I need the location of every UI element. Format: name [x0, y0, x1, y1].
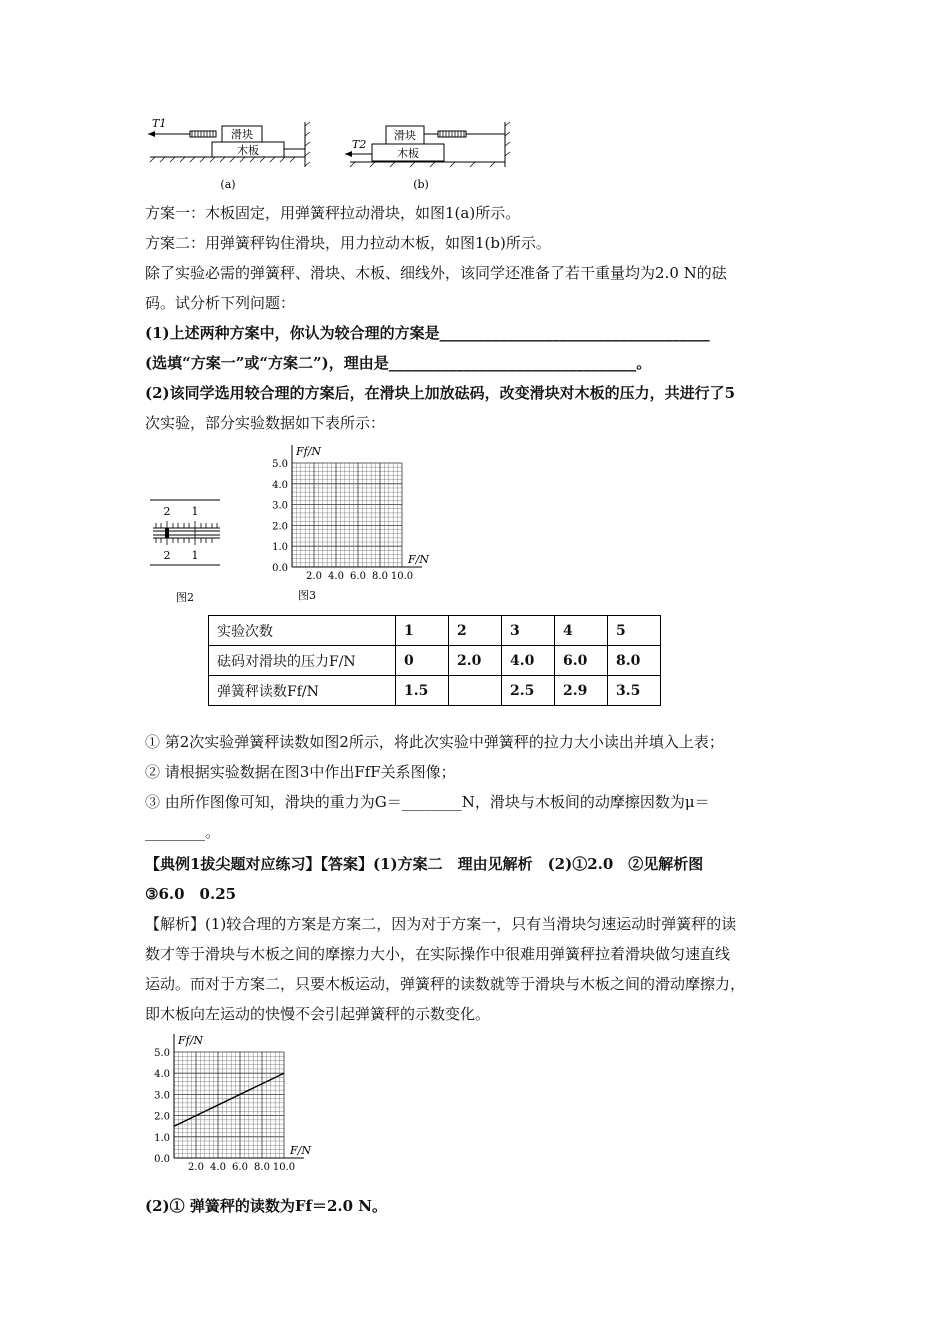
table-cell: 4 — [555, 616, 608, 646]
table-cell: 8.0 — [608, 646, 661, 676]
figure-1b — [345, 122, 510, 191]
y-tick-label: 0.0 — [272, 563, 288, 574]
y-tick-label: 1.0 — [272, 542, 288, 554]
explanation-line-2: 数才等于滑块与木板之间的摩擦力大小，在实际操作中很难用弹簧秤拉着滑块做匀速直线 — [145, 945, 731, 963]
x-tick-label: 10.0 — [272, 1162, 296, 1173]
x-tick-label: 6.0 — [350, 571, 366, 582]
x-tick-label: 8.0 — [372, 571, 388, 582]
board-label-b: 木板 — [397, 147, 419, 160]
y-tick-label: 1.0 — [154, 1132, 170, 1144]
fig2-bottom-1: 1 — [191, 549, 199, 562]
slider-label-b: 滑块 — [394, 129, 416, 142]
figure-2 — [145, 495, 225, 605]
question-1-line-2: (选填“方案一”或“方案二”)，理由是_________________________________。 — [145, 354, 652, 372]
y-tick-label: 4.0 — [272, 479, 288, 491]
plan-1: 方案一：木板固定，用弹簧秤拉动滑块，如图1(a)所示。 — [145, 204, 521, 222]
board-label-a: 木板 — [237, 144, 259, 157]
answer-line-1: 【典例1拔尖题对应练习】【答案】(1)方案二 理由见解析 (2)①2.0 ②见解析图 — [145, 855, 704, 873]
table-row — [209, 646, 661, 676]
x-tick-label: 2.0 — [306, 571, 322, 582]
table-cell: 2.5 — [502, 676, 555, 706]
plan-2: 方案二：用弹簧秤钩住滑块，用力拉动木板，如图1(b)所示。 — [145, 234, 551, 252]
sub-question-3-line-1: ③ 由所作图像可知，滑块的重力为G＝________N，滑块与木板间的动摩擦因数为μ＝ — [145, 793, 710, 811]
table-cell: 1 — [396, 616, 449, 646]
fig2-top-2: 2 — [163, 505, 171, 518]
x-tick-label: 10.0 — [390, 571, 414, 582]
figure-1 — [140, 112, 520, 194]
table-cell: 3.5 — [608, 676, 661, 706]
sub-question-3-line-2: ________。 — [145, 823, 221, 841]
table-header-cell: 弹簧秤读数Ff/N — [209, 676, 396, 706]
explanation-line-1: 【解析】(1)较合理的方案是方案二，因为对于方案一，只有当滑块匀速运动时弹簧秤的读 — [145, 915, 737, 933]
figure-1a — [148, 117, 310, 191]
intro-line-1: 除了实验必需的弹簧秤、滑块、木板、细线外，该同学还准备了若干重量均为2.0 N的砝 — [145, 264, 727, 282]
slider-label-a: 滑块 — [231, 128, 253, 141]
y-tick-label: 0.0 — [154, 1154, 170, 1165]
x-axis-label: F/N — [408, 553, 429, 566]
table-cell: 0 — [396, 646, 449, 676]
table-row — [209, 616, 661, 646]
question-2-line-2: 次实验，部分实验数据如下表所示： — [145, 414, 386, 432]
intro-line-2: 码。试分析下列问题： — [145, 294, 296, 312]
answer-graph — [140, 1030, 330, 1178]
fig3-caption: 图3 — [298, 589, 316, 602]
x-tick-label: 4.0 — [210, 1162, 226, 1173]
final-answer: (2)① 弹簧秤的读数为Ff＝2.0 N。 — [145, 1197, 387, 1215]
question-1-line-1: (1)上述两种方案中，你认为较合理的方案是____________________________________ — [145, 324, 710, 342]
x-tick-label: 2.0 — [188, 1162, 204, 1173]
y-tick-label: 5.0 — [154, 1048, 170, 1059]
x-axis-label: F/N — [290, 1144, 311, 1157]
table-cell: 2.0 — [449, 646, 502, 676]
y-tick-label: 5.0 — [272, 459, 288, 470]
table-cell: 1.5 — [396, 676, 449, 706]
answer-line-2: ③6.0 0.25 — [145, 885, 237, 903]
sub-question-1: ① 第2次实验弹簧秤读数如图2所示，将此次实验中弹簧秤的拉力大小读出并填入上表； — [145, 733, 724, 751]
sub-question-2: ② 请根据实验数据在图3中作出FfF关系图像； — [145, 763, 456, 781]
t2-label: T2 — [352, 138, 367, 151]
table-row — [209, 676, 661, 706]
figure-3-graph — [262, 440, 432, 608]
y-tick-label: 4.0 — [154, 1069, 170, 1081]
y-axis-label: Ff/N — [296, 445, 322, 458]
data-table — [208, 615, 661, 706]
table-cell: 2 — [449, 616, 502, 646]
series-line — [174, 1073, 284, 1126]
explanation-line-4: 即木板向左运动的快慢不会引起弹簧秤的示数变化。 — [145, 1005, 491, 1023]
question-2-line-1: (2)该同学选用较合理的方案后，在滑块上加放砝码，改变滑块对木板的压力，共进行了5 — [145, 384, 736, 402]
y-tick-label: 2.0 — [272, 521, 288, 533]
caption-b: (b) — [413, 178, 429, 191]
x-tick-label: 4.0 — [328, 571, 344, 582]
fig2-bottom-2: 2 — [163, 549, 171, 562]
fig2-top-1: 1 — [191, 505, 199, 518]
table-cell: 3 — [502, 616, 555, 646]
explanation-line-3: 运动。而对于方案二，只要木板运动，弹簧秤的读数就等于滑块与木板之间的滑动摩擦力， — [145, 975, 746, 993]
y-tick-label: 3.0 — [272, 500, 288, 512]
x-tick-label: 6.0 — [232, 1162, 248, 1173]
table-cell — [449, 676, 502, 706]
y-tick-label: 2.0 — [154, 1111, 170, 1123]
y-axis-label: Ff/N — [178, 1034, 204, 1047]
t1-label: T1 — [152, 117, 167, 130]
table-cell: 2.9 — [555, 676, 608, 706]
x-tick-label: 8.0 — [254, 1162, 270, 1173]
y-tick-label: 3.0 — [154, 1090, 170, 1102]
table-cell: 6.0 — [555, 646, 608, 676]
table-cell: 4.0 — [502, 646, 555, 676]
table-header-cell: 砝码对滑块的压力F/N — [209, 646, 396, 676]
fig2-caption: 图2 — [176, 591, 194, 604]
caption-a: (a) — [220, 178, 236, 191]
table-cell: 5 — [608, 616, 661, 646]
table-header-cell: 实验次数 — [209, 616, 396, 646]
